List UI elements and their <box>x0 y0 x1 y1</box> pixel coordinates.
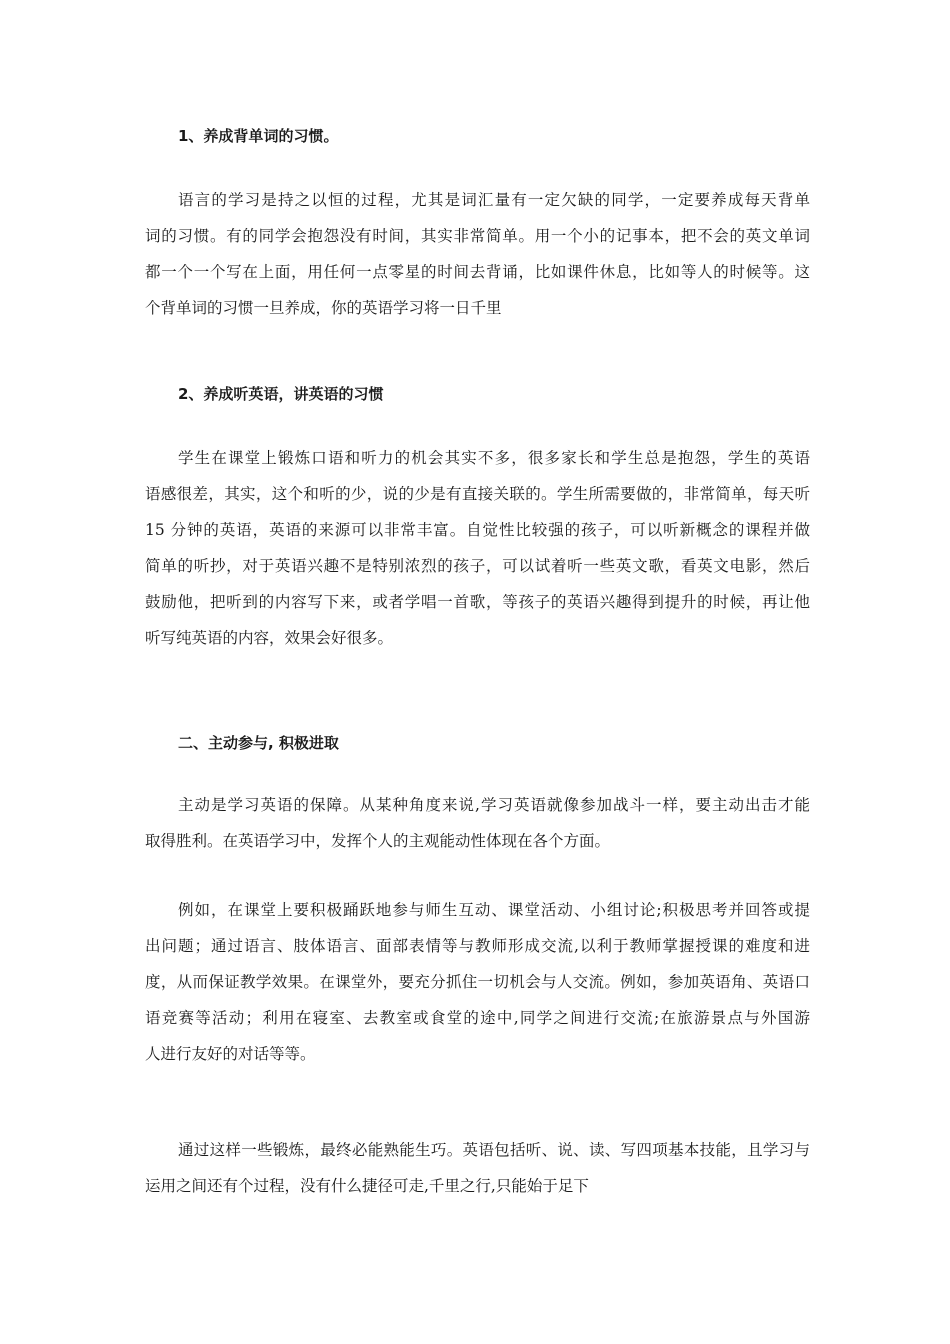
paragraph-line: 出问题；通过语言、肢体语言、面部表情等与教师形成交流,以利于教师掌握授课的难度和进 <box>145 937 810 955</box>
paragraph-line: 鼓励他，把听到的内容写下来，或者学唱一首歌，等孩子的英语兴趣得到提升的时候，再让他 <box>145 593 810 611</box>
section-heading-3: 二、主动参与, 积极进取 <box>178 734 339 752</box>
paragraph-line: 人进行友好的对话等等。 <box>145 1045 316 1063</box>
paragraph-line: 个背单词的习惯一旦养成，你的英语学习将一日千里 <box>145 299 502 317</box>
paragraph-line: 语感很差，其实，这个和听的少，说的少是有直接关联的。学生所需要做的，非常简单，每天听 <box>145 485 810 503</box>
paragraph-line: 度，从而保证教学效果。在课堂外，要充分抓住一切机会与人交流。例如，参加英语角、英语口 <box>145 973 810 991</box>
paragraph-4 <box>145 892 810 1072</box>
paragraph-line: 主动是学习英语的保障。从某种角度来说,学习英语就像参加战斗一样，要主动出击才能 <box>178 796 810 814</box>
section-heading-2: 2、养成听英语，讲英语的习惯 <box>178 385 384 403</box>
paragraph-line: 语言的学习是持之以恒的过程，尤其是词汇量有一定欠缺的同学，一定要养成每天背单 <box>178 191 810 209</box>
paragraph-line: 取得胜利。在英语学习中，发挥个人的主观能动性体现在各个方面。 <box>145 832 611 850</box>
paragraph-line: 语竞赛等活动；利用在寝室、去教室或食堂的途中,同学之间进行交流;在旅游景点与外国游 <box>145 1009 810 1027</box>
paragraph-2 <box>145 440 810 656</box>
paragraph-line: 例如，在课堂上要积极踊跃地参与师生互动、课堂活动、小组讨论;积极思考并回答或提 <box>178 901 810 919</box>
paragraph-5 <box>145 1132 810 1204</box>
section-heading-1: 1、养成背单词的习惯。 <box>178 127 339 145</box>
paragraph-line: 通过这样一些锻炼，最终必能熟能生巧。英语包括听、说、读、写四项基本技能，且学习与 <box>178 1141 810 1159</box>
paragraph-line: 学生在课堂上锻炼口语和听力的机会其实不多，很多家长和学生总是抱怨，学生的英语 <box>178 449 810 467</box>
paragraph-3 <box>145 787 810 859</box>
paragraph-line: 听写纯英语的内容，效果会好很多。 <box>145 629 394 647</box>
paragraph-line: 都一个一个写在上面，用任何一点零星的时间去背诵，比如课件休息，比如等人的时候等。这 <box>145 263 810 281</box>
paragraph-line: 运用之间还有个过程，没有什么捷径可走,千里之行,只能始于足下 <box>145 1177 589 1195</box>
paragraph-line: 简单的听抄，对于英语兴趣不是特别浓烈的孩子，可以试着听一些英文歌，看英文电影，然后 <box>145 557 810 575</box>
paragraph-line: 词的习惯。有的同学会抱怨没有时间，其实非常简单。用一个小的记事本，把不会的英文单词 <box>145 227 810 245</box>
paragraph-line: 15 分钟的英语，英语的来源可以非常丰富。自觉性比较强的孩子，可以听新概念的课程并做 <box>145 521 810 539</box>
paragraph-1 <box>145 182 810 326</box>
